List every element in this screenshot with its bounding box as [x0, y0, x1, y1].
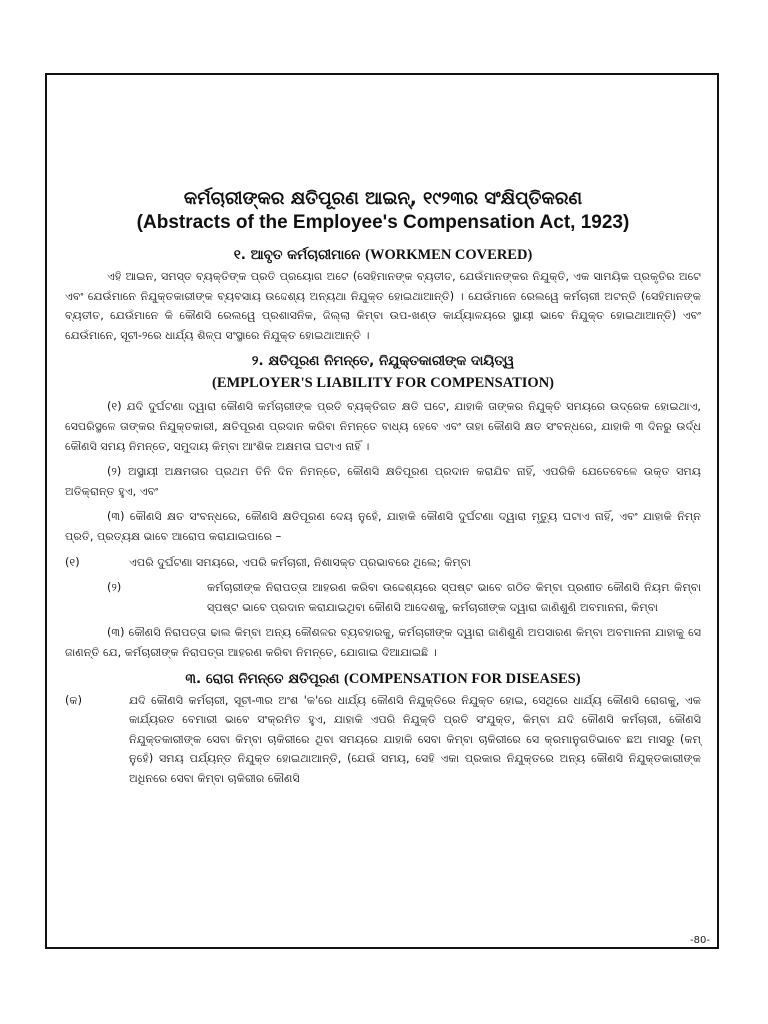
item-text: ଏପରି ଦୁର୍ଘଟଣା ସମୟରେ, ଏପରି କର୍ମଚାରୀ, ନିଶାସକ୍ତ ପ୍ରଭାବରେ ଥିଲେ; କିମ୍ବା: [129, 555, 471, 569]
section3-item-ka: [65, 691, 701, 789]
document-title-english: (Abstracts of the Employee's Compensation Act, 1923): [136, 212, 630, 233]
section2-heading-english: (EMPLOYER'S LIABILITY FOR COMPENSATION): [212, 375, 554, 392]
page-number: -80-: [690, 935, 710, 946]
section2-heading-odia: ୨. କ୍ଷତିପୂରଣ ନିମନ୍ତେ, ନିଯୁକ୍ତକାରୀଙ୍କ ଦାୟିତ୍ୱ: [251, 353, 515, 370]
document-title-odia: କର୍ମଚାରୀଙ୍କର କ୍ଷତିପୂରଣ ଆଇନ୍, ୧୯୨୩ର ସଂକ୍ଷିପ୍ତିକରଣ: [183, 188, 583, 209]
item-text: ଯଦି କୌଣସି କର୍ମଚାରୀ, ସୂଚୀ-୩ର ଅଂଶ 'କ'ରେ ଧାର୍ଯ୍ୟ କୌଣସି ନିଯୁକ୍ତିରେ ନିଯୁକ୍ତ ହୋଇ, ସେଥିରେ ଧାର୍ଯ୍ୟ କୌଣସି ରୋଗକୁ, ଏକ କାର୍ଯ୍ୟରତ ବେମାରୀ ଭାବେ ସଂକ୍ରମିତ ହୁଏ, ଯାହାକି ଏପରି ନିଯୁକ୍ତି ପ୍ରତି ସଂଯୁକ୍ତ, କିମ୍ବା ଯଦି କୌଣସି କର୍ମଚାରୀ, କୌଣସି ନିଯୁକ୍ତକାରୀଙ୍କ ସେବା କିମ୍ବା ଚାକିରୀରେ ଥିବା ସମୟରେ ଯାହାକି ସେବା କିମ୍ବା ଚାକିରୀରେ ସେ କ୍ରମାନୁଗତିଭାବେ ଛଅ ମାସରୁ (କମ୍ ନୁହେଁ) ସମୟ ପର୍ଯ୍ୟନ୍ତ ନିଯୁକ୍ତ ହୋଇଥାଆନ୍ତି, (ଯେଉଁ ସମୟ, ସେହି ଏକା ପ୍ରକାର ନିଯୁକ୍ତରେ ଅନ୍ୟ କୌଣସି ନିଯୁକ୍ତକାରୀଙ୍କ ଅଧିନରେ ସେବା କିମ୍ବା ଚାକିରୀର କୌଣସି: [129, 693, 701, 785]
section3-heading-english: (COMPENSATION FOR DISEASES): [343, 670, 581, 687]
item-text: କର୍ମଚାରୀଙ୍କ ନିରାପତ୍ତା ଆହରଣ କରିବା ଉଦ୍ଦେଶ୍ୟରେ ସ୍ପଷ୍ଟ ଭାବେ ଗଠିତ କିମ୍ବା ପ୍ରଣୀତ କୌଣସି ନିୟମ କିମ୍ବା ସ୍ପଷ୍ଟ ଭାବେ ପ୍ରଦାନ କରାଯାଇଥିବା କୌଣସି ଆଦେଶକୁ, କର୍ମଚାରୀଙ୍କ ଦ୍ୱାରା ଜାଣିଶୁଣି ଅବମାନନା, କିମ୍ବା: [207, 581, 701, 614]
section1-heading: [65, 245, 701, 265]
item-marker: (୨): [107, 581, 122, 595]
section1-paragraph: ଏହି ଆଇନ, ସମସ୍ତ ବ୍ୟକ୍ତିଙ୍କ ପ୍ରତି ପ୍ରୟୋଗ ଅଟେ (ସେହିମାନଙ୍କ ବ୍ୟତୀତ, ଯେଉଁମାନଙ୍କର ନିଯୁକ୍ତି, ଏକ ସାମୟିକ ପ୍ରକୃତିର ଅଟେ ଏବଂ ଯେଉଁମାନେ ନିଯୁକ୍ତକାରୀଙ୍କ ବ୍ୟବସାୟ ଉଦ୍ଦେଶ୍ୟ ଅନ୍ୟଥା ନିଯୁକ୍ତ ହୋଇଥାଆନ୍ତି) । ଯେଉଁମାନେ ରେଲୱେ କର୍ମଚାରୀ ଅଟନ୍ତି (ସେହିମାନଙ୍କ ବ୍ୟତୀତ, ଯେଉଁମାନେ କି କୌଣସି ରେଲୱେ ପ୍ରଶାସନିକ, ଜିଲ୍ଲା କିମ୍ବା ଉପ-ଖଣ୍ଡ କାର୍ଯ୍ୟାଳୟରେ ସ୍ଥାୟୀ ଭାବେ ନିଯୁକ୍ତ ହୋଇଥାଆନ୍ତି) ଏବଂ ଯେଉଁମାନେ, ସୂଚୀ-୨ରେ ଧାର୍ଯ୍ୟ ଶିଳ୍ପ ସଂସ୍ଥାରେ ନିଯୁକ୍ତ ହୋଇଥାଆନ୍ତି ।: [65, 270, 701, 342]
section2-item3: (୩) କୌଣସି ନିରାପତ୍ତା ଢାଲ କିମ୍ବା ଅନ୍ୟ କୌଶଳର ବ୍ୟବହାରକୁ, କର୍ମଚାରୀଙ୍କ ଦ୍ୱାରା ଜାଣିଶୁଣି ଅପସାରଣ କିମ୍ବା ଅବମାନନା ଯାହାକୁ ସେ ଜାଣନ୍ତି ଯେ, କର୍ମଚାରୀଙ୍କ ନିରାପତ୍ତା ଆହରଣ କରିବା ନିମନ୍ତେ, ଯୋଗାଇ ଦିଆଯାଇଛି ।: [65, 626, 701, 659]
section3-heading: [65, 669, 701, 689]
section2-para2: (୨) ଅସ୍ଥାୟୀ ଅକ୍ଷମତାର ପ୍ରଥମ ତିନି ଦିନ ନିମନ୍ତେ, କୌଣସି କ୍ଷତିପୂରଣ ପ୍ରଦାନ କରାଯିବ ନାହିଁ, ଏପରିକି ଯେତେବେଳେ ଉକ୍ତ ସମୟ ଅତିକ୍ରାନ୍ତ ହୁଏ, ଏବଂ: [65, 465, 701, 498]
section1-heading-english: (WORKMEN COVERED): [365, 247, 533, 263]
section2-para1: (୧) ଯଦି ଦୁର୍ଘଟଣା ଦ୍ୱାରା କୌଣସି କର୍ମଚାରୀଙ୍କ ପ୍ରତି ବ୍ୟକ୍ତିଗତ କ୍ଷତି ଘଟେ, ଯାହାକି ତାଙ୍କର ନିଯୁକ୍ତି ସମୟରେ ଉଦ୍ରେକ ହୋଇଥାଏ, ସେପରିସ୍ଥଳେ ତାଙ୍କର ନିଯୁକ୍ତକାରୀ, କ୍ଷତିପୂରଣ ପ୍ରଦାନ କରିବା ନିମନ୍ତେ ବାଧ୍ୟ ହେବେ ଏବଂ ତାହା କୌଣସି କ୍ଷତ ସଂବନ୍ଧରେ, ଯାହାକି ୩ ଦିନରୁ ଉର୍ଦ୍ଧ କୌଣସି ସମୟ ନିମନ୍ତେ, ସମୁଦାୟ କିମ୍ବା ଆଂଶିକ ଅକ୍ଷମତା ଘଟାଏ ନାହିଁ ।: [65, 400, 701, 453]
item-marker: (୧): [65, 555, 80, 569]
item-marker: (କ): [65, 693, 82, 707]
section2-para3: (୩) କୌଣସି କ୍ଷତ ସଂବନ୍ଧରେ, କୌଣସି କ୍ଷତିପୂରଣ ଦେୟ ନୁହେଁ, ଯାହାକି କୌଣସି ଦୁର୍ଘଟଣା ଦ୍ୱାରା ମୃତ୍ୟୁ ଘଟାଏ ନାହିଁ, ଏବଂ ଯାହାକି ନିମ୍ନ ପ୍ରତି, ପ୍ରତ୍ୟକ୍ଷ ଭାବେ ଆରୋପ କରାଯାଇପାରେ –: [65, 510, 701, 543]
section2-item2: [65, 578, 701, 617]
section1-heading-odia: ୧. ଆବୃତ କର୍ମଚାରୀମାନେ: [233, 247, 361, 263]
document-content: [65, 187, 701, 794]
section2-item1: [65, 553, 701, 573]
page-border-frame: [45, 73, 719, 949]
section3-heading-odia: ୩. ରୋଗ ନିମନ୍ତେ କ୍ଷତିପୂରଣ: [185, 670, 340, 687]
